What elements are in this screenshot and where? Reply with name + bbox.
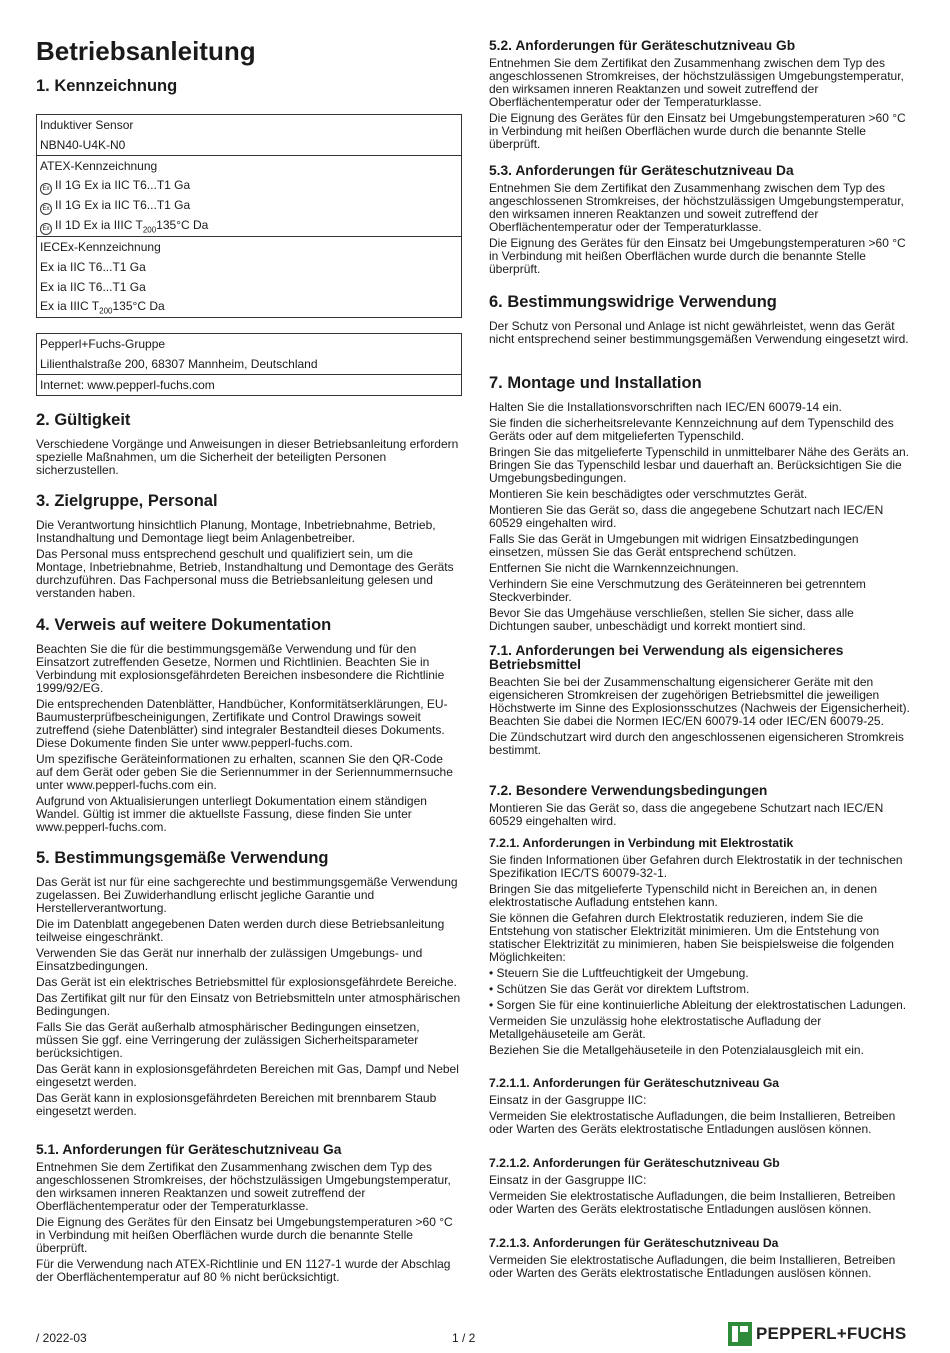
logo-text: PEPPERL+FUCHS xyxy=(756,1324,907,1343)
section-heading-7: 7. Montage und Installation xyxy=(489,374,702,392)
paragraph: Die entsprechenden Datenblätter, Handbücher, Konformitätserklärungen, EU-Baumusterprüfbescheinigungen, Zertifikate und Control Drawings soweit zutreffend (siehe Datenblätter) sind integraler Bestandteil dieses Dokuments. Diese Dokumente finden Sie unter www.pepperl-fuchs.com. xyxy=(36,697,448,750)
paragraph: Vermeiden Sie unzulässig hohe elektrostatische Aufladung der Metallgehäuseteile am Gerät. xyxy=(489,1014,822,1041)
section-5-2 xyxy=(489,39,915,154)
paragraph: Aufgrund von Aktualisierungen unterliegt Dokumentation einem ständigen Wandel. Gültig ist immer die aktuellste Fassung, diese finden Sie unter www.pepperl-fuchs.com. xyxy=(36,794,427,834)
paragraph: Einsatz in der Gasgruppe IIC: xyxy=(489,1173,647,1187)
ex-icon: Ex xyxy=(40,203,52,215)
logo-icon xyxy=(728,1322,752,1346)
paragraph: Verwenden Sie das Gerät nur innerhalb der zulässigen Umgebungs- und Einsatzbedingungen. xyxy=(36,946,423,973)
section-5-1 xyxy=(36,1143,462,1287)
company-name: Pepperl+Fuchs-Gruppe xyxy=(37,334,462,355)
paragraph: Einsatz in der Gasgruppe IIC: xyxy=(489,1093,647,1107)
section-2 xyxy=(36,411,462,480)
company-table xyxy=(36,333,462,396)
paragraph: Bevor Sie das Umgehäuse verschließen, stellen Sie sicher, dass alle Dichtungen sauber, unbeschädigt und korrekt montiert sind. xyxy=(489,606,854,633)
paragraph: Falls Sie das Gerät außerhalb atmosphärischer Bedingungen einsetzen, müssen Sie ggf. eine Verringerung der zulässigen Sicherheitsparameter berücksichtigen. xyxy=(36,1020,420,1060)
paragraph: Die im Datenblatt angegebenen Daten werden durch diese Betriebsanleitung teilweise eingeschränkt. xyxy=(36,917,445,944)
section-heading-5: 5. Bestimmungsgemäße Verwendung xyxy=(36,849,329,867)
paragraph: Falls Sie das Gerät in Umgebungen mit widrigen Einsatzbedingungen einsetzen, müssen Sie das Gerät entsprechend schützen. xyxy=(489,532,859,559)
subsection-heading: 5.2. Anforderungen für Geräteschutzniveau Gb xyxy=(489,38,796,53)
marking-table xyxy=(36,114,462,318)
ex-icon: Ex xyxy=(40,183,52,195)
company-logo xyxy=(728,1322,906,1346)
paragraph: Montieren Sie das Gerät so, dass die angegebene Schutzart nach IEC/EN 60529 eingehalten wird. xyxy=(489,801,884,828)
footer-page-number: 1 / 2 xyxy=(452,1331,476,1345)
paragraph: Für die Verwendung nach ATEX-Richtlinie und EN 1127-1 wurde der Abschlag der Oberflächentemperatur auf 80 % nicht berücksichtigt. xyxy=(36,1257,451,1284)
section-6 xyxy=(489,293,915,349)
marking-row: Ex II 1G Ex ia IIC T6...T1 Ga xyxy=(37,176,462,196)
paragraph: Sie finden Informationen über Gefahren durch Elektrostatik in der technischen Spezifikation IEC/TS 60079-32-1. xyxy=(489,853,903,880)
subsection-heading: 7.2.1.3. Anforderungen für Geräteschutzniveau Da xyxy=(489,1236,779,1250)
subsection-heading: 7.2.1.1. Anforderungen für Geräteschutzniveau Ga xyxy=(489,1076,780,1090)
paragraph: Die Zündschutzart wird durch den angeschlossenen eigensicheren Stromkreis bestimmt. xyxy=(489,730,904,757)
subsection-heading: 5.3. Anforderungen für Geräteschutzniveau Da xyxy=(489,163,794,178)
section-7-2-1-2 xyxy=(489,1156,915,1219)
paragraph: Das Gerät ist ein elektrisches Betriebsmittel für explosionsgefährdete Bereiche. xyxy=(36,975,457,989)
paragraph: Um spezifische Geräteinformationen zu erhalten, scannen Sie den QR-Code auf dem Gerät oder geben Sie die Seriennummer in der Seriennummernsuche unter www.pepperl-fuchs.com ein. xyxy=(36,752,453,792)
section-4 xyxy=(36,616,462,837)
marking-row: Ex ia IIC T6...T1 Ga xyxy=(37,257,462,277)
paragraph: Das Zertifikat gilt nur für den Einsatz von Betriebsmitteln unter atmosphärischen Bedingungen. xyxy=(36,991,461,1018)
bullet-item: • Sorgen Sie für eine kontinuierliche Ableitung der elektrostatischen Ladungen. xyxy=(489,998,907,1012)
footer-date: / 2022-03 xyxy=(36,1331,87,1345)
paragraph: Das Personal muss entsprechend geschult und qualifiziert sein, um die Montage, Inbetriebnahme, Betrieb, Instandhaltung und Demontage des Geräts durchzuführen. Das Fachpersonal muss die Betriebsanleitung gelesen und verstanden haben. xyxy=(36,547,454,600)
paragraph: Das Gerät kann in explosionsgefährdeten Bereichen mit brennbarem Staub eingesetzt werden. xyxy=(36,1091,437,1118)
marking-row: Ex ia IIC T6...T1 Ga xyxy=(37,277,462,297)
section-5 xyxy=(36,849,462,1121)
paragraph: Sie können die Gefahren durch Elektrostatik reduzieren, indem Sie die Entstehung von statischer Elektrizität minimieren. Um die Entstehung von statischer Elektrizität zu minimieren, haben Sie beispielsweise die folgenden Möglichkeiten: xyxy=(489,911,894,964)
section-heading-3: 3. Zielgruppe, Personal xyxy=(36,492,218,510)
document-title: Betriebsanleitung xyxy=(36,36,256,66)
bullet-item: • Schützen Sie das Gerät vor direktem Luftstrom. xyxy=(489,982,750,996)
paragraph: Entnehmen Sie dem Zertifikat den Zusammenhang zwischen dem Typ des angeschlossenen Stromkreises, der höchstzulässigen Umgebungstemperatur, den wirksamen inneren Reaktanzen und soweit zutreffend der Oberflächentemperatur oder der Temperaturklasse. xyxy=(489,56,904,109)
paragraph: Die Eignung des Gerätes für den Einsatz bei Umgebungstemperaturen >60 °C in Verbindung mit heißen Oberflächen wurde durch die benannte Stelle überprüft. xyxy=(489,236,906,276)
company-address: Lilienthalstraße 200, 68307 Mannheim, Deutschland xyxy=(37,354,462,375)
paragraph: Sie finden die sicherheitsrelevante Kennzeichnung auf dem Typenschild des Geräts oder auf dem mitgelieferten Typenschild. xyxy=(489,416,894,443)
marking-row: Induktiver Sensor xyxy=(37,115,462,136)
subsection-heading: 7.2. Besondere Verwendungsbedingungen xyxy=(489,783,768,798)
section-5-3 xyxy=(489,164,915,279)
section-7-2-1-1 xyxy=(489,1076,915,1139)
subsection-heading: 7.2.1. Anforderungen in Verbindung mit Elektrostatik xyxy=(489,836,794,850)
paragraph: Die Verantwortung hinsichtlich Planung, Montage, Inbetriebnahme, Betrieb, Instandhaltung und Demontage liegt beim Anlagenbetreiber. xyxy=(36,518,436,545)
paragraph: Verschiedene Vorgänge und Anweisungen in dieser Betriebsanleitung erfordern spezielle Maßnahmen, um die Sicherheit der beteiligten Personen sicherzustellen. xyxy=(36,437,459,477)
paragraph: Entnehmen Sie dem Zertifikat den Zusammenhang zwischen dem Typ des angeschlossenen Stromkreises, der höchstzulässigen Umgebungstemperatur, den wirksamen inneren Reaktanzen und soweit zutreffend der Oberflächentemperatur oder der Temperaturklasse. xyxy=(489,181,904,234)
paragraph: Beziehen Sie die Metallgehäuseteile in den Potenzialausgleich mit ein. xyxy=(489,1043,864,1057)
company-website: Internet: www.pepperl-fuchs.com xyxy=(37,375,462,396)
section-7-2-1 xyxy=(489,836,915,1060)
paragraph: Vermeiden Sie elektrostatische Aufladungen, die beim Installieren, Betreiben oder Warten des Geräts elektrostatische Entladungen auslösen können. xyxy=(489,1253,896,1280)
paragraph: Die Eignung des Gerätes für den Einsatz bei Umgebungstemperaturen >60 °C in Verbindung mit heißen Oberflächen wurde durch die benannte Stelle überprüft. xyxy=(489,111,906,151)
paragraph: Vermeiden Sie elektrostatische Aufladungen, die beim Installieren, Betreiben oder Warten des Geräts elektrostatische Entladungen auslösen können. xyxy=(489,1109,896,1136)
subsection-heading: 5.1. Anforderungen für Geräteschutzniveau Ga xyxy=(36,1142,342,1157)
marking-row: IECEx-Kennzeichnung xyxy=(37,237,462,258)
section-heading-4: 4. Verweis auf weitere Dokumentation xyxy=(36,616,332,634)
marking-row: Ex II 1G Ex ia IIC T6...T1 Ga xyxy=(37,196,462,216)
paragraph: Entnehmen Sie dem Zertifikat den Zusammenhang zwischen dem Typ des angeschlossenen Stromkreises, der höchstzulässigen Umgebungstemperatur, den wirksamen inneren Reaktanzen und soweit zutreffend der Oberflächentemperatur oder der Temperaturklasse. xyxy=(36,1160,451,1213)
section-heading-6: 6. Bestimmungswidrige Verwendung xyxy=(489,293,777,311)
paragraph: Die Eignung des Gerätes für den Einsatz bei Umgebungstemperaturen >60 °C in Verbindung mit heißen Oberflächen wurde durch die benannte Stelle überprüft. xyxy=(36,1215,453,1255)
subsection-heading: 7.2.1.2. Anforderungen für Geräteschutzniveau Gb xyxy=(489,1156,780,1170)
bullet-item: • Steuern Sie die Luftfeuchtigkeit der Umgebung. xyxy=(489,966,749,980)
section-7-1 xyxy=(489,644,915,760)
marking-row: NBN40-U4K-N0 xyxy=(37,135,462,156)
section-heading-1: 1. Kennzeichnung xyxy=(36,77,178,95)
marking-row: Ex II 1D Ex ia IIIC $T_{200}135^\circ C$ Da xyxy=(37,216,462,237)
paragraph: Vermeiden Sie elektrostatische Aufladungen, die beim Installieren, Betreiben oder Warten des Geräts elektrostatische Entladungen auslösen können. xyxy=(489,1189,896,1216)
section-3 xyxy=(36,492,462,603)
paragraph: Montieren Sie das Gerät so, dass die angegebene Schutzart nach IEC/EN 60529 eingehalten wird. xyxy=(489,503,884,530)
paragraph: Entfernen Sie nicht die Warnkennzeichnungen. xyxy=(489,561,739,575)
subsection-heading: 7.1. Anforderungen bei Verwendung als eigensicheres Betriebsmittel xyxy=(489,643,844,672)
paragraph: Beachten Sie die für die bestimmungsgemäße Verwendung und für den Einsatzort zutreffenden Gesetze, Normen und Richtlinien. Beachten Sie in Verbindung mit explosionsgefährdeten Bereichen insbesondere die Richtlinie 1999/92/EG. xyxy=(36,642,445,695)
section-7 xyxy=(489,374,915,636)
paragraph: Der Schutz von Personal und Anlage ist nicht gewährleistet, wenn das Gerät nicht entsprechend seiner bestimmungsgemäßen Verwendung eingesetzt wird. xyxy=(489,319,909,346)
ex-icon: Ex xyxy=(40,223,52,235)
paragraph: Montieren Sie kein beschädigtes oder verschmutztes Gerät. xyxy=(489,487,808,501)
paragraph: Verhindern Sie eine Verschmutzung des Geräteinneren bei getrenntem Steckverbinder. xyxy=(489,577,866,604)
paragraph: Das Gerät ist nur für eine sachgerechte und bestimmungsgemäße Verwendung zugelassen. Bei Zuwiderhandlung erlischt jegliche Garantie und Herstellerverantwortung. xyxy=(36,875,458,915)
paragraph: Bringen Sie das mitgelieferte Typenschild in unmittelbarer Nähe des Geräts an. Bringen Sie das Typenschild lesbar und dauerhaft an. Berücksichtigen Sie die Umgebungsbedingungen. xyxy=(489,445,910,485)
paragraph: Halten Sie die Installationsvorschriften nach IEC/EN 60079-14 ein. xyxy=(489,400,842,414)
section-7-2 xyxy=(489,784,915,831)
marking-row: ATEX-Kennzeichnung xyxy=(37,156,462,177)
paragraph: Bringen Sie das mitgelieferte Typenschild nicht in Bereichen an, in denen elektrostatische Aufladung entstehen kann. xyxy=(489,882,878,909)
marking-row: Ex ia IIIC $T_{200}135^\circ C$ Da xyxy=(37,297,462,318)
section-heading-2: 2. Gültigkeit xyxy=(36,411,131,429)
section-7-2-1-3 xyxy=(489,1236,915,1283)
paragraph: Beachten Sie bei der Zusammenschaltung eigensicherer Geräte mit den eigensicheren Stromkreisen der zugehörigen Betriebsmittel die jeweiligen Höchstwerte im Sinne des Explosionsschutzes (Nachweis der Eigensicherheit). Beachten Sie dabei die Normen IEC/EN 60079-14 oder IEC/EN 60079-25. xyxy=(489,675,910,728)
paragraph: Das Gerät kann in explosionsgefährdeten Bereichen mit Gas, Dampf und Nebel eingesetzt werden. xyxy=(36,1062,459,1089)
